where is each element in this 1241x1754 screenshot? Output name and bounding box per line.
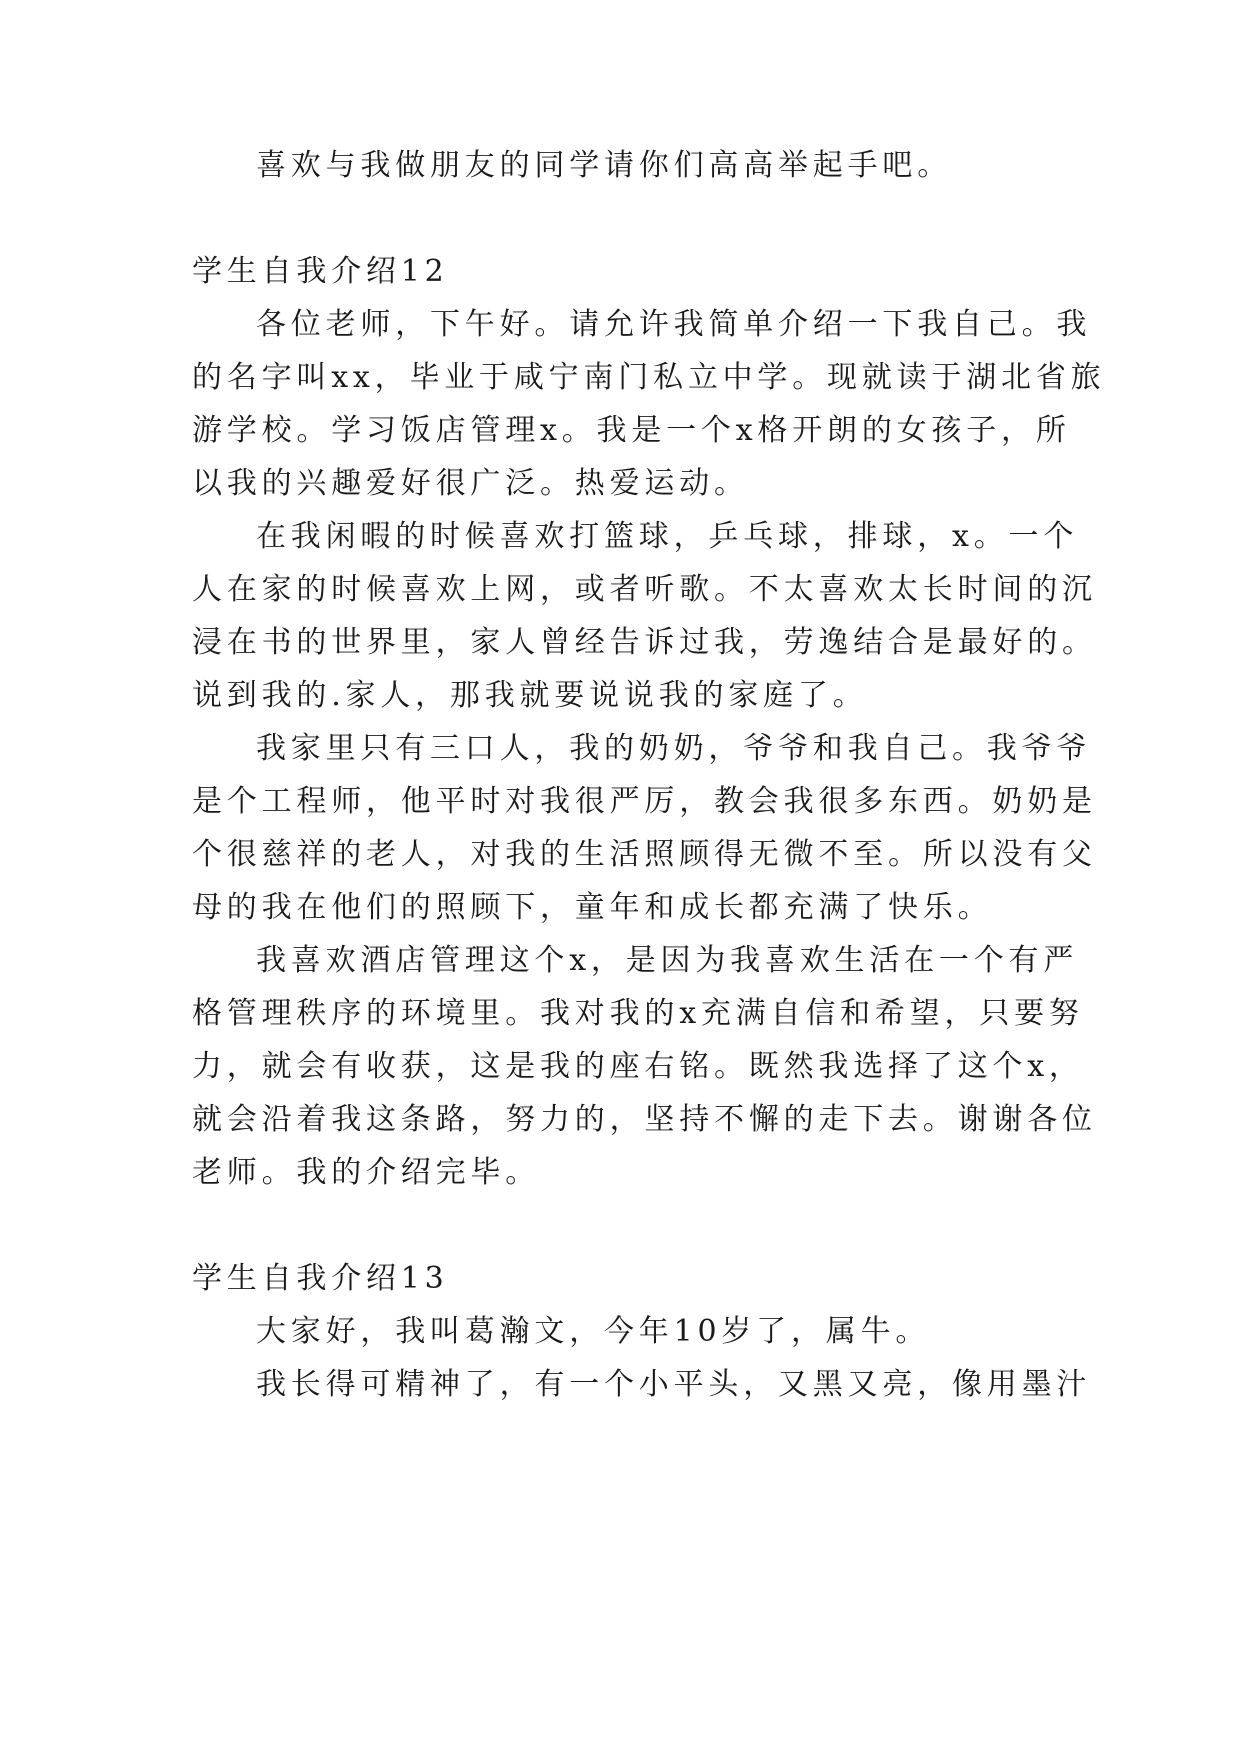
- section-12-p4-line-1: 我喜欢酒店管理这个x，是因为我喜欢生活在一个有严: [256, 943, 1079, 978]
- section-12-p2-line-3: 浸在书的世界里，家人曾经告诉过我，劳逸结合是最好的。: [192, 625, 1097, 660]
- section-12-p4-line-2: 格管理秩序的环境里。我对我的x充满自信和希望，只要努: [192, 996, 1084, 1031]
- section-13-p2-line-1: 我长得可精神了，有一个小平头，又黑又亮，像用墨汁: [256, 1367, 1092, 1402]
- section-12-p4-line-3: 力，就会有收获，这是我的座右铭。既然我选择了这个x，: [192, 1049, 1084, 1084]
- section-12-p1-line-4: 以我的兴趣爱好很广泛。热爱运动。: [192, 466, 749, 501]
- section-12-p4-line-5: 老师。我的介绍完毕。: [192, 1155, 540, 1190]
- section-12-p2-line-1: 在我闲暇的时候喜欢打篮球，乒乓球，排球，x。一个: [256, 519, 1079, 554]
- section-12-p1-line-3: 游学校。学习饭店管理x。我是一个x格开朗的女孩子，所: [192, 413, 1071, 448]
- section-12-p3-line-1: 我家里只有三口人，我的奶奶，爷爷和我自己。我爷爷: [256, 731, 1092, 766]
- section-13-heading: 学生自我介绍13: [192, 1261, 449, 1296]
- section-12-p3-line-4: 母的我在他们的照顾下，童年和成长都充满了快乐。: [192, 890, 993, 925]
- intro-closing-line: 喜欢与我做朋友的同学请你们高高举起手吧。: [256, 148, 952, 183]
- section-12-p1-line-2: 的名字叫xx，毕业于咸宁南门私立中学。现就读于湖北省旅: [192, 360, 1106, 395]
- section-12-p3-line-2: 是个工程师，他平时对我很严厉，教会我很多东西。奶奶是: [192, 784, 1097, 819]
- section-12-p2-line-2: 人在家的时候喜欢上网，或者听歌。不太喜欢太长时间的沉: [192, 572, 1097, 607]
- section-12-p4-line-4: 就会沿着我这条路，努力的，坚持不懈的走下去。谢谢各位: [192, 1102, 1097, 1137]
- section-12-p3-line-3: 个很慈祥的老人，对我的生活照顾得无微不至。所以没有父: [192, 837, 1097, 872]
- section-12-heading: 学生自我介绍12: [192, 254, 449, 289]
- section-12-p1-line-1: 各位老师，下午好。请允许我简单介绍一下我自己。我: [256, 307, 1092, 342]
- section-13-p1-line-1: 大家好，我叫葛瀚文，今年10岁了，属牛。: [256, 1314, 931, 1349]
- section-12-p2-line-4: 说到我的.家人，那我就要说说我的家庭了。: [192, 678, 868, 713]
